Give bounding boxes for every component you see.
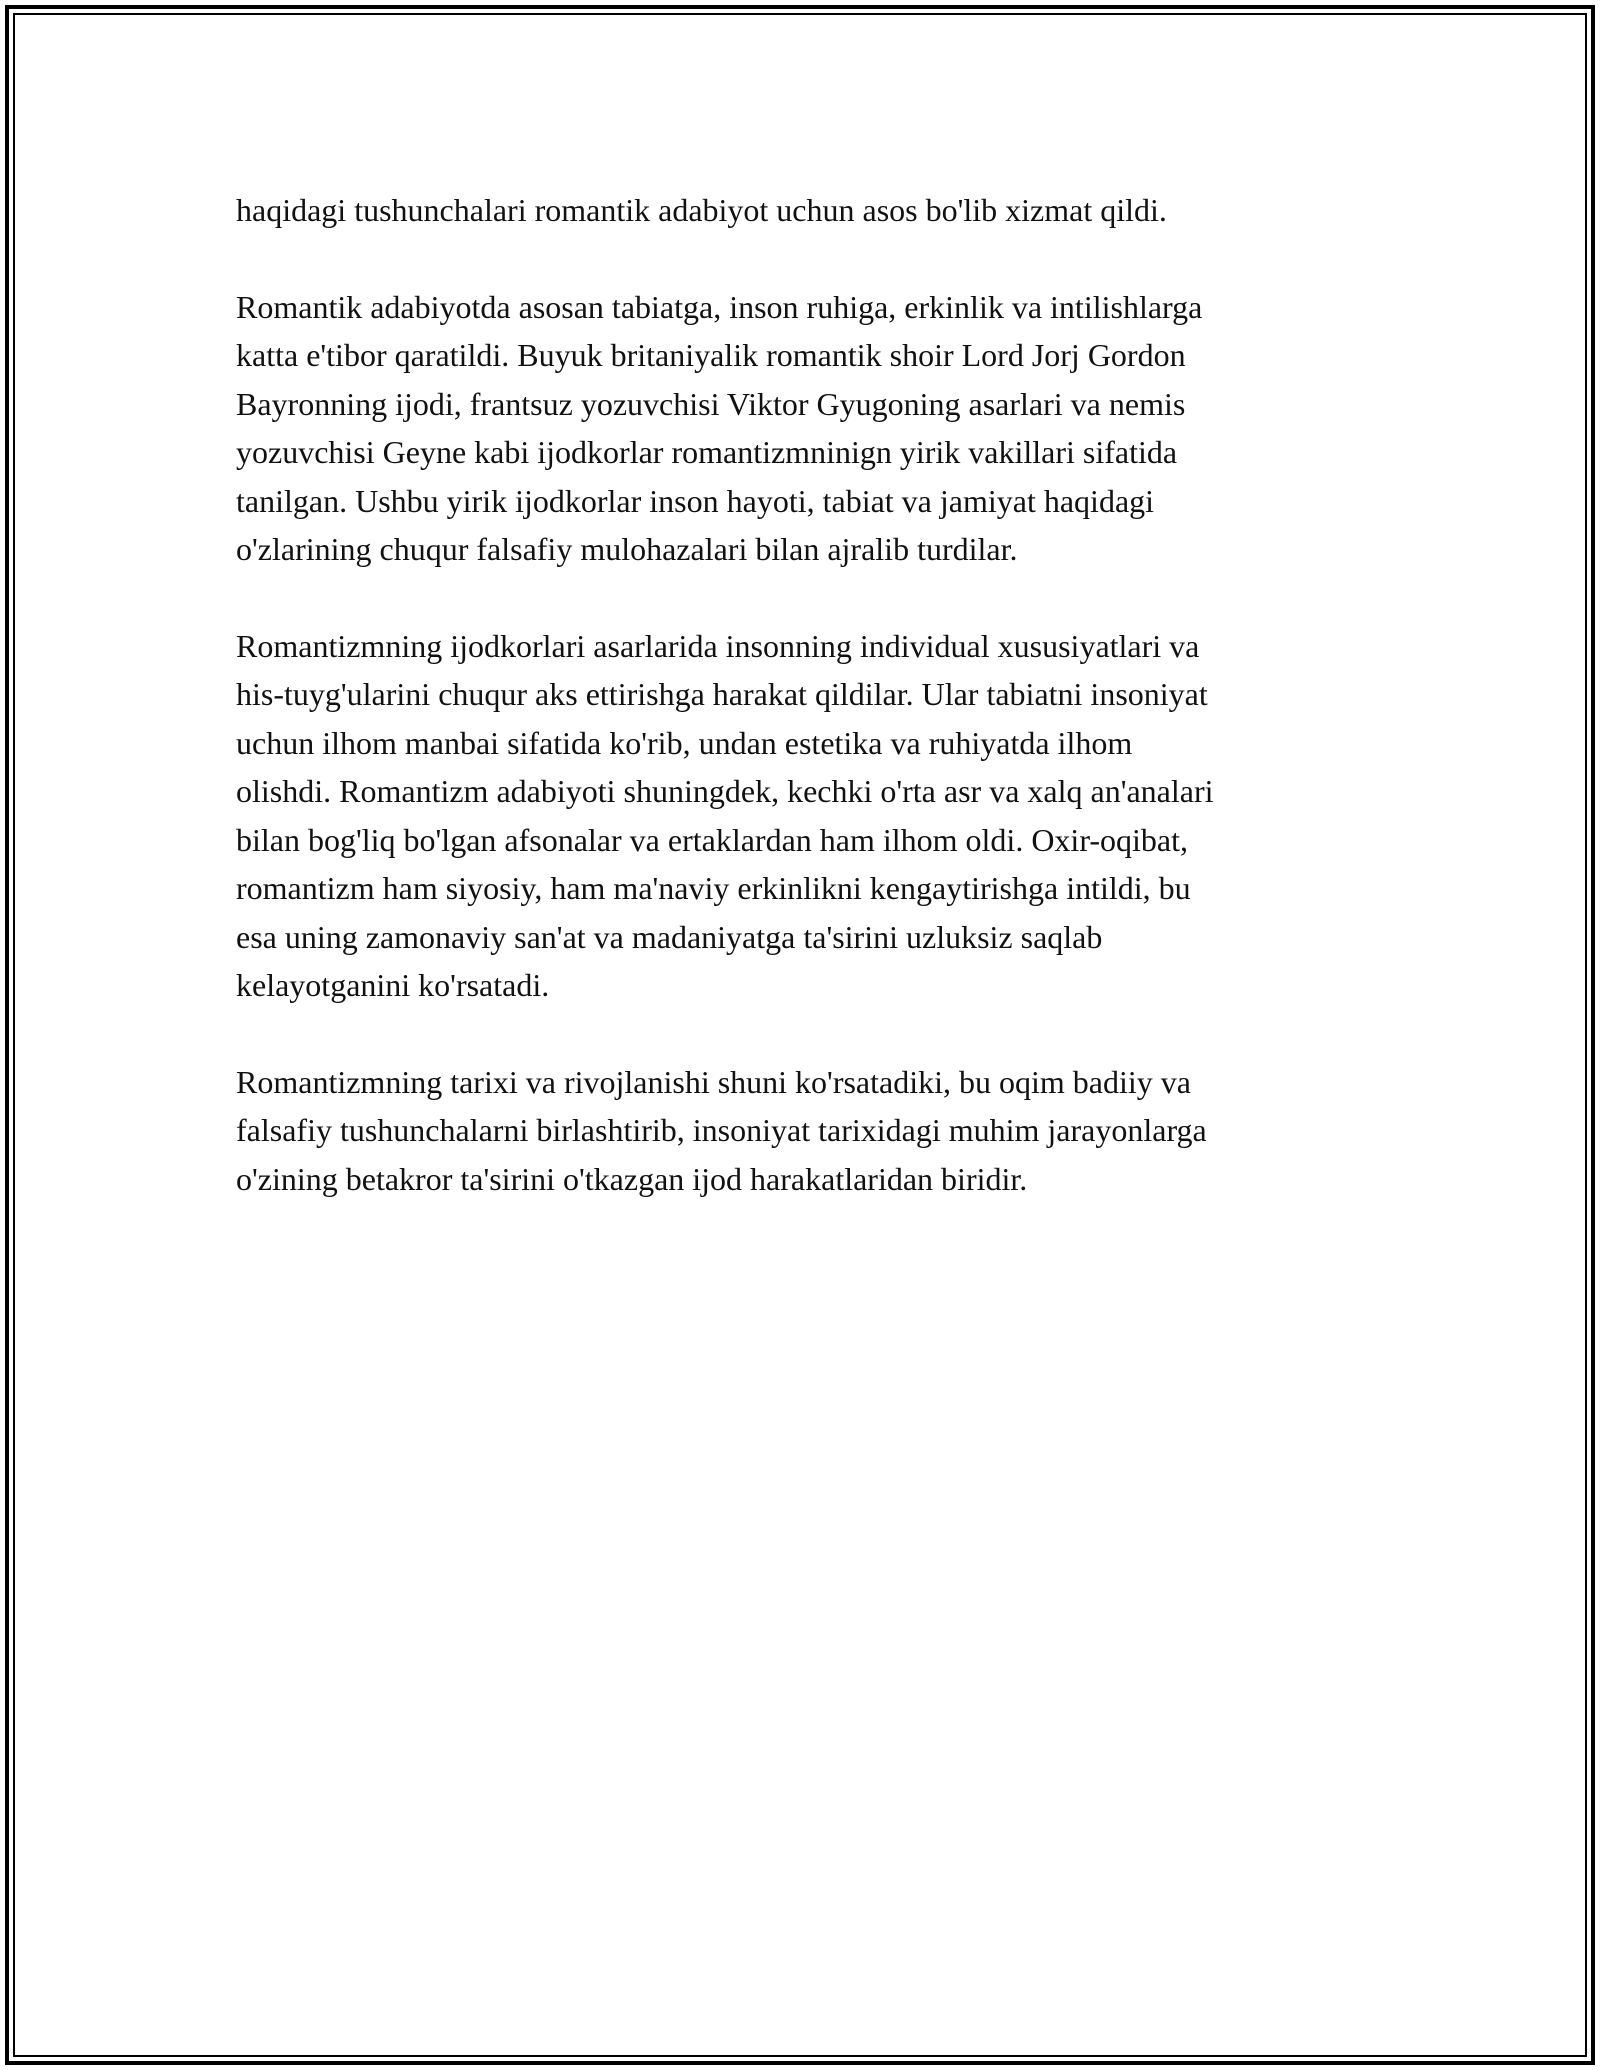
text-line: falsafiy tushunchalarni birlashtirib, insoniyat tarixidagi muhim jarayonlarga [236,1112,1207,1148]
text-line: esa uning zamonaviy san'at va madaniyatga ta'sirini uzluksiz saqlab [236,918,1103,955]
text-line: his-tuyg'ularini chuqur aks ettirishga harakat qildilar. Ular tabiatni insoniyat [236,676,1208,712]
text-line: romantizm ham siyosiy, ham ma'naviy erkinlikni kengaytirishga intildi, bu [236,870,1191,906]
text-line: Romantik adabiyotda asosan tabiatga, inson ruhiga, erkinlik va intilishlarga [236,288,1203,325]
text-line: Romantizmning ijodkorlari asarlarida insonning individual xususiyatlari va [236,627,1200,664]
paragraph-4 [236,1058,1396,1204]
text-line: bilan bog'liq bo'lgan afsonalar va ertaklardan ham ilhom oldi. Oxir-oqibat, [236,821,1188,858]
paragraph-1 [236,186,1396,235]
paragraph-3 [236,622,1396,1010]
text-line: olishdi. Romantizm adabiyoti shuningdek, kechki o'rta asr va xalq an'analari [236,773,1214,809]
text-line: haqidagi tushunchalari romantik adabiyot uchun asos bo'lib xizmat qildi. [236,192,1167,228]
document-body [236,186,1396,1251]
paragraph-2 [236,283,1396,574]
text-line: o'zlarining chuqur falsafiy mulohazalari bilan ajralib turdilar. [236,531,1018,567]
text-line: yozuvchisi Geyne kabi ijodkorlar romantizmninign yirik vakillari sifatida [236,434,1178,470]
text-line: kelayotganini ko'rsatadi. [236,967,550,1003]
text-line: katta e'tibor qaratildi. Buyuk britaniyalik romantik shoir Lord Jorj Gordon [236,337,1186,373]
text-line: uchun ilhom manbai sifatida ko'rib, undan estetika va ruhiyatda ilhom [236,724,1133,761]
text-line: o'zining betakror ta'sirini o'tkazgan ijod harakatlaridan biridir. [236,1160,1028,1197]
text-line: tanilgan. Ushbu yirik ijodkorlar inson hayoti, tabiat va jamiyat haqidagi [236,482,1155,519]
text-line: Romantizmning tarixi va rivojlanishi shuni ko'rsatadiki, bu oqim badiiy va [236,1063,1191,1100]
text-line: Bayronning ijodi, frantsuz yozuvchisi Viktor Gyugoning asarlari va nemis [236,385,1186,422]
